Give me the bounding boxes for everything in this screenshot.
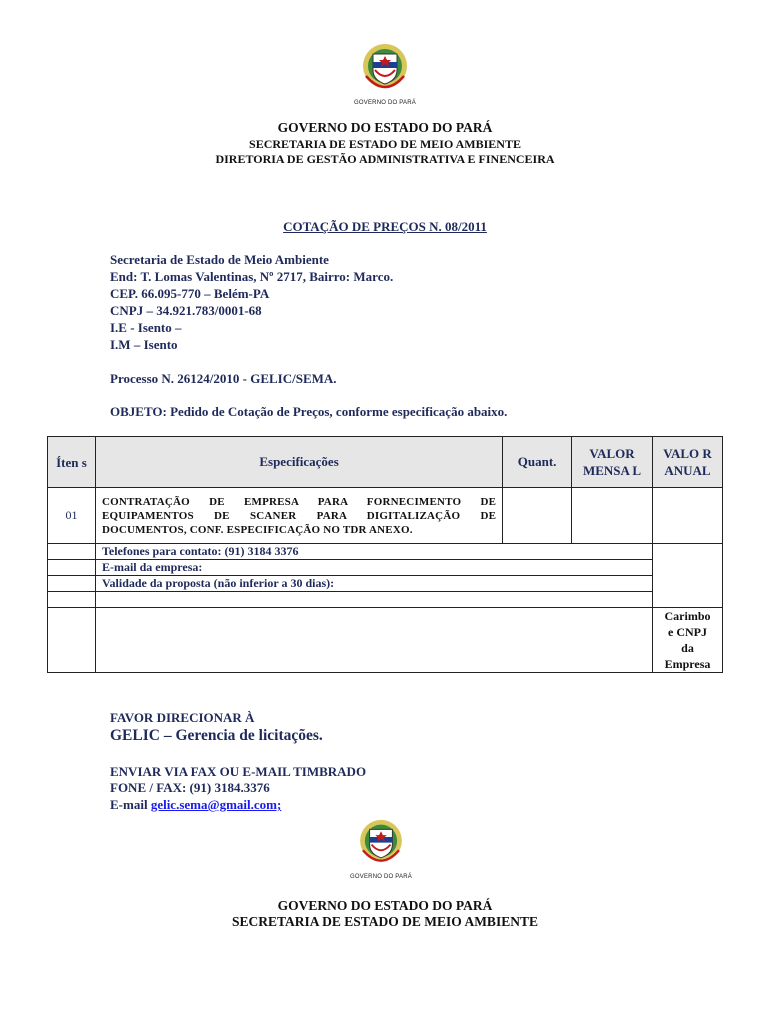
blank-stamp-area <box>653 544 723 608</box>
org-name: Secretaria de Estado de Meio Ambiente <box>110 252 329 267</box>
org-cep: CEP. 66.095-770 – Belém-PA <box>110 286 270 301</box>
email-label: E-mail <box>110 797 148 812</box>
table-header-row <box>48 437 723 488</box>
col-header-valor-mensal: VALOR MENSA L <box>572 437 653 488</box>
header-government: GOVERNO DO ESTADO DO PARÁ <box>277 120 493 135</box>
header-directorate: DIRETORIA DE GESTÃO ADMINISTRATIVA E FINENCEIRA <box>215 152 555 166</box>
org-im: I.M – Isento <box>110 337 178 352</box>
email-line <box>110 797 281 813</box>
footer-government: GOVERNO DO ESTADO DO PARÁ <box>277 898 493 913</box>
coat-of-arms-logo <box>360 42 410 100</box>
email-link[interactable]: gelic.sema@gmail.com; <box>150 797 282 812</box>
header-secretariat: SECRETARIA DE ESTADO DE MEIO AMBIENTE <box>249 137 521 151</box>
contact-row <box>48 592 723 608</box>
phone-fax: FONE / FAX: (91) 3184.3376 <box>110 780 270 795</box>
spec-line: CONTRATAÇÃO DE EMPRESA PARA FORNECIMENTO DE <box>101 495 497 508</box>
company-email-field[interactable]: E-mail da empresa: <box>95 560 652 576</box>
gelic-department: GELIC – Gerencia de licitações. <box>110 727 323 744</box>
stamp-row <box>48 608 723 673</box>
empty-cell <box>48 608 96 673</box>
item-monthly-value-cell[interactable] <box>572 488 653 544</box>
empty-cell <box>48 592 96 608</box>
col-header-quant: Quant. <box>503 437 572 488</box>
item-quantity-cell[interactable] <box>503 488 572 544</box>
org-ie: I.E - Isento – <box>110 320 182 335</box>
seal-caption: GOVERNO DO PARÁ <box>354 100 416 106</box>
item-specification <box>95 488 502 544</box>
footer-secretariat: SECRETARIA DE ESTADO DE MEIO AMBIENTE <box>232 914 538 929</box>
org-address: End: T. Lomas Valentinas, Nº 2717, Bairro: Marco. <box>110 269 394 284</box>
col-header-valor-anual: VALO R ANUAL <box>653 437 723 488</box>
contact-row <box>48 576 723 592</box>
coat-of-arms-logo <box>356 818 406 873</box>
proposal-validity-field[interactable]: Validade da proposta (não inferior a 30 dias): <box>95 576 652 592</box>
empty-cell <box>95 592 652 608</box>
contact-row <box>48 560 723 576</box>
empty-cell <box>48 576 96 592</box>
org-cnpj: CNPJ – 34.921.783/0001-68 <box>110 303 262 318</box>
document-title: COTAÇÃO DE PREÇOS N. 08/2011 <box>283 219 487 234</box>
object-description: OBJETO: Pedido de Cotação de Preços, conforme especificação abaixo. <box>110 404 508 419</box>
item-annual-value-cell[interactable] <box>653 488 723 544</box>
spec-line: DOCUMENTOS, CONF. ESPECIFICAÇÃO NO TDR ANEXO. <box>101 523 413 536</box>
stamp-label: Empresa <box>664 657 711 671</box>
quotation-table <box>47 436 723 673</box>
empty-cell <box>95 608 652 673</box>
empty-cell <box>48 544 96 560</box>
contact-row <box>48 544 723 560</box>
col-header-itens: Íten s <box>48 437 96 488</box>
direct-to-label: FAVOR DIRECIONAR À <box>110 710 255 725</box>
col-header-especificacoes: Especificações <box>95 437 502 488</box>
stamp-label: da <box>681 641 694 655</box>
item-number: 01 <box>48 488 96 544</box>
spec-line: EQUIPAMENTOS DE SCANER PARA DIGITALIZAÇÃO DE <box>101 509 497 522</box>
process-number: Processo N. 26124/2010 - GELIC/SEMA. <box>110 371 337 386</box>
stamp-label: e CNPJ <box>668 625 707 639</box>
contact-phones: Telefones para contato: (91) 3184 3376 <box>95 544 652 560</box>
send-instructions: ENVIAR VIA FAX OU E-MAIL TIMBRADO <box>110 764 367 779</box>
stamp-label: Carimbo <box>664 609 711 623</box>
seal-caption: GOVERNO DO PARÁ <box>350 874 412 880</box>
company-stamp-cell[interactable] <box>653 608 723 673</box>
empty-cell <box>48 560 96 576</box>
table-row <box>48 488 723 544</box>
